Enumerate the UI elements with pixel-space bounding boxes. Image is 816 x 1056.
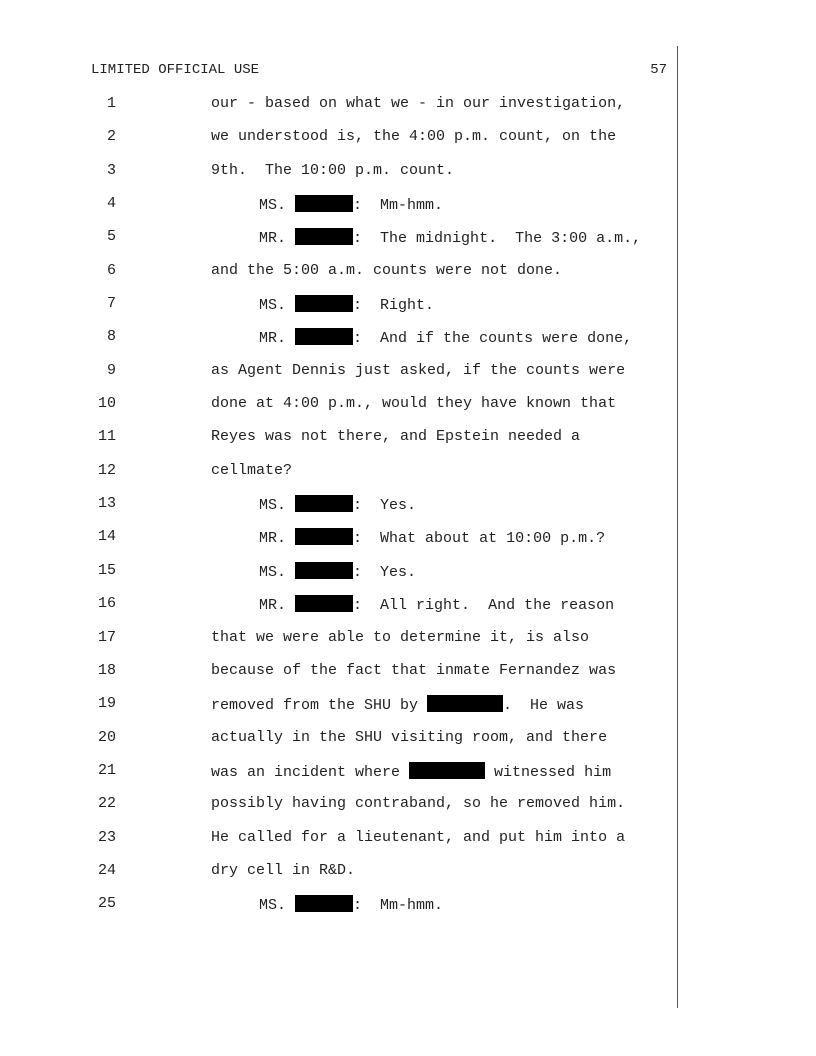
page-number: 57 [650,62,667,78]
line-text: MS. : Mm-hmm. [259,897,444,915]
line-text [211,762,611,781]
page-header [91,62,667,82]
transcript-line [0,692,816,725]
line-text: Reyes was not there, and Epstein needed a [211,428,581,446]
line-text: our - based on what we - in our investigation, [211,95,626,112]
redaction-box [295,495,353,512]
line-text: MS. : Right. [259,297,435,315]
transcript-line [0,259,816,292]
line-number: 20 [97,728,116,746]
speaker-title: MR. [259,230,287,248]
speech-text: Yes. [380,497,417,515]
line-number: 7 [106,295,116,313]
line-number: 17 [97,628,116,646]
line-number: 24 [97,861,116,879]
line-number: 23 [97,828,116,846]
line-text: possibly having contraband, so he removed him. [211,795,626,813]
transcript-line [0,225,816,258]
line-text: done at 4:00 p.m., would they have known that [211,395,617,413]
line-text: MS. : Yes. [259,497,417,515]
redaction-box [295,295,353,312]
line-number: 18 [97,661,116,679]
line-number: 16 [97,595,116,613]
line-text: MR. : What about at 10:00 p.m.? [259,530,606,548]
speaker-title: MR. [259,330,287,348]
transcript-line [0,525,816,558]
line-number: 3 [106,161,116,179]
transcript-line [0,292,816,325]
redaction-box [295,595,353,612]
speaker-title: MR. [259,597,287,615]
speaker-title: MS. [259,897,287,915]
transcript-line [0,759,816,792]
line-number: 4 [106,195,116,213]
line-number: 1 [106,95,116,112]
line-text: as Agent Dennis just asked, if the counts were [211,361,626,379]
redaction-box [295,228,353,245]
speaker-title: MS. [259,497,287,515]
transcript-line [0,792,816,825]
transcript-line [0,559,816,592]
speech-text: The midnight. The 3:00 a.m., [380,230,642,248]
transcript-line [0,726,816,759]
line-number: 8 [106,328,116,346]
transcript-line [0,359,816,392]
redaction-box [295,328,353,345]
line-text: MR. : All right. And the reason [259,597,615,615]
speech-text: Mm-hmm. [380,897,444,915]
redaction-box [409,762,485,779]
line-text: we understood is, the 4:00 p.m. count, on the [211,128,617,146]
line-number: 19 [97,695,116,713]
line-number: 2 [106,128,116,146]
line-text: cellmate? [211,461,293,479]
speaker-title: MS. [259,197,287,215]
line-text [211,695,584,714]
redaction-box [295,528,353,545]
line-text: because of the fact that inmate Fernandez was [211,661,617,679]
transcript-line [0,592,816,625]
transcript-line [0,459,816,492]
redaction-box [295,195,353,212]
line-text: dry cell in R&D. [211,861,356,879]
transcript-line [0,92,816,125]
transcript-line [0,492,816,525]
line-number: 10 [97,395,116,413]
transcript-line [0,125,816,158]
speech-text: What about at 10:00 p.m.? [380,530,606,548]
line-text: He called for a lieutenant, and put him into a [211,828,626,846]
line-text: actually in the SHU visiting room, and there [211,728,608,746]
speech-text: All right. And the reason [380,597,615,615]
transcript-line [0,826,816,859]
speech-text: And if the counts were done, [380,330,633,348]
line-text: MR. : The midnight. The 3:00 a.m., [259,230,642,248]
redaction-box [295,562,353,579]
line-text: MS. : Yes. [259,563,417,581]
transcript-line [0,192,816,225]
line-number: 15 [97,561,116,579]
speaker-title: MR. [259,530,287,548]
text-before-redaction: was an incident where [211,763,410,781]
transcript-line [0,626,816,659]
line-number: 22 [97,795,116,813]
line-number: 12 [97,461,116,479]
transcript-line [0,659,816,692]
redaction-box [427,695,503,712]
transcript-line [0,892,816,925]
line-number: 5 [106,228,116,246]
speech-text: Yes. [380,563,417,581]
line-number: 6 [106,261,116,279]
redaction-box [295,895,353,912]
line-text: that we were able to determine it, is also [211,628,590,646]
line-text: 9th. The 10:00 p.m. count. [211,161,455,179]
line-number: 21 [97,761,116,779]
speech-text: Right. [380,297,435,315]
transcript-line [0,425,816,458]
line-number: 14 [97,528,116,546]
speaker-title: MS. [259,297,287,315]
text-after-redaction: . He was [503,697,585,715]
line-text: MS. : Mm-hmm. [259,197,444,215]
transcript-line [0,159,816,192]
line-text: MR. : And if the counts were done, [259,330,633,348]
line-number: 25 [97,895,116,913]
transcript-lines [0,92,816,926]
transcript-line [0,859,816,892]
line-number: 13 [97,495,116,513]
transcript-line [0,325,816,358]
line-number: 9 [106,361,116,379]
text-before-redaction: removed from the SHU by [211,697,428,715]
speech-text: Mm-hmm. [380,197,444,215]
speaker-title: MS. [259,563,287,581]
classification-label: LIMITED OFFICIAL USE [91,62,260,78]
line-text: and the 5:00 a.m. counts were not done. [211,261,563,279]
text-after-redaction: witnessed him [485,763,612,781]
line-number: 11 [97,428,116,446]
transcript-line [0,392,816,425]
